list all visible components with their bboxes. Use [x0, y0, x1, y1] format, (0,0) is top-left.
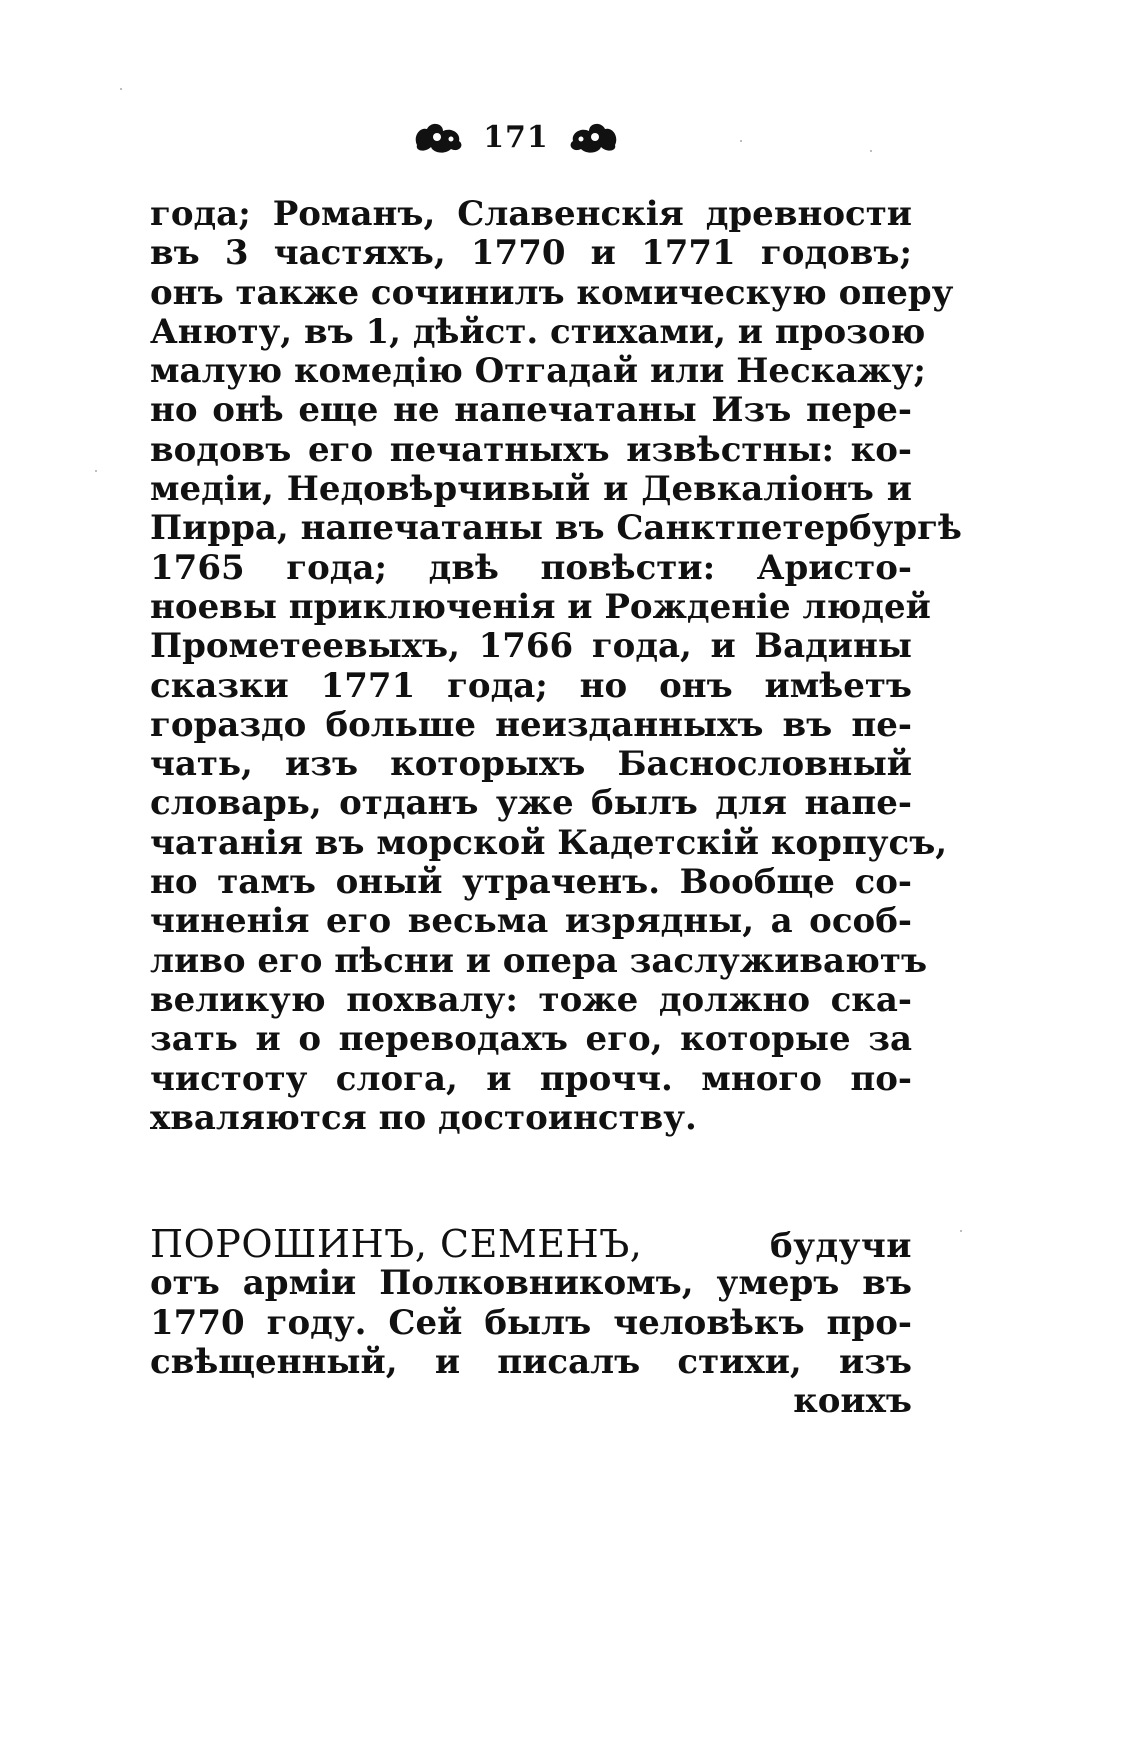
entry-heading-continuation: будучи [770, 1226, 912, 1266]
text-line: чатанія въ морской Кадетскій корпусъ, [150, 822, 948, 863]
page-number: 171 [483, 119, 549, 155]
text-line: зать и о переводахъ его, которые за [150, 1019, 912, 1060]
text-line: великую похвалу: тоже должно ска- [150, 979, 912, 1020]
paper-speck [120, 88, 122, 90]
text-line: хваляются по достоинству. [150, 1097, 697, 1138]
text-line: ливо его пѣсни и опера заслуживаютъ [150, 940, 928, 981]
text-line: медіи, Недовѣрчивый и Девкаліонъ и [150, 469, 912, 510]
text-line: года; Романъ, Славенскія древности [150, 194, 912, 234]
text-line: Пирра, напечатаны въ Санктпетербургѣ [150, 508, 962, 549]
text-line: свѣщенный, и писалъ стихи, изъ [150, 1341, 912, 1382]
text-line: сказки 1771 года; но онъ имѣетъ [150, 665, 912, 706]
text-line: чиненія его весьма изрядны, а особ- [150, 901, 912, 942]
text-line: въ 3 частяхъ, 1770 и 1771 годовъ; [150, 233, 912, 274]
entry-name: ПОРОШИНЪ, СЕМЕНЪ, [150, 1222, 643, 1266]
text-line: Прометеевыхъ, 1766 года, и Вадины [150, 626, 912, 667]
text-line: 1765 года; двѣ повѣсти: Аристо- [150, 547, 912, 588]
text-line: водовъ его печатныхъ извѣстны: ко- [150, 429, 912, 470]
catchword: коихъ [793, 1381, 912, 1422]
text-line: отъ арміи Полковникомъ, умеръ въ [150, 1263, 912, 1304]
text-line: но тамъ оный утраченъ. Вообще со- [150, 862, 912, 903]
page-header [400, 112, 632, 162]
text-line: 1770 году. Сей былъ человѣкъ про- [150, 1302, 912, 1343]
text-line: Анюту, въ 1, дѣйст. стихами, и прозою [150, 311, 926, 352]
text-line: чистоту слога, и прочч. много по- [150, 1058, 912, 1099]
left-ornament-icon [409, 117, 469, 157]
text-line: онъ также сочинилъ комическую оперу [150, 272, 954, 313]
text-line: малую комедію Отгадай или Нескажу; [150, 351, 926, 392]
text-line: ноевы приключенія и Рожденіе людей [150, 586, 931, 627]
paper-speck [95, 470, 97, 472]
paragraph-main [150, 194, 962, 1138]
text-line: гораздо больше неизданныхъ въ пе- [150, 704, 912, 745]
paper-speck [870, 150, 872, 152]
text-line: но онѣ еще не напечатаны Изъ пере- [150, 390, 912, 431]
text-line: чать, изъ которыхъ Баснословный [150, 744, 912, 785]
text-line: словарь, отданъ уже былъ для напе- [150, 783, 912, 824]
entry-heading-line [150, 1222, 912, 1266]
paper-speck [740, 140, 742, 142]
right-ornament-icon [563, 117, 623, 157]
paragraph-entry [150, 1222, 912, 1422]
paper-speck [960, 1230, 962, 1232]
